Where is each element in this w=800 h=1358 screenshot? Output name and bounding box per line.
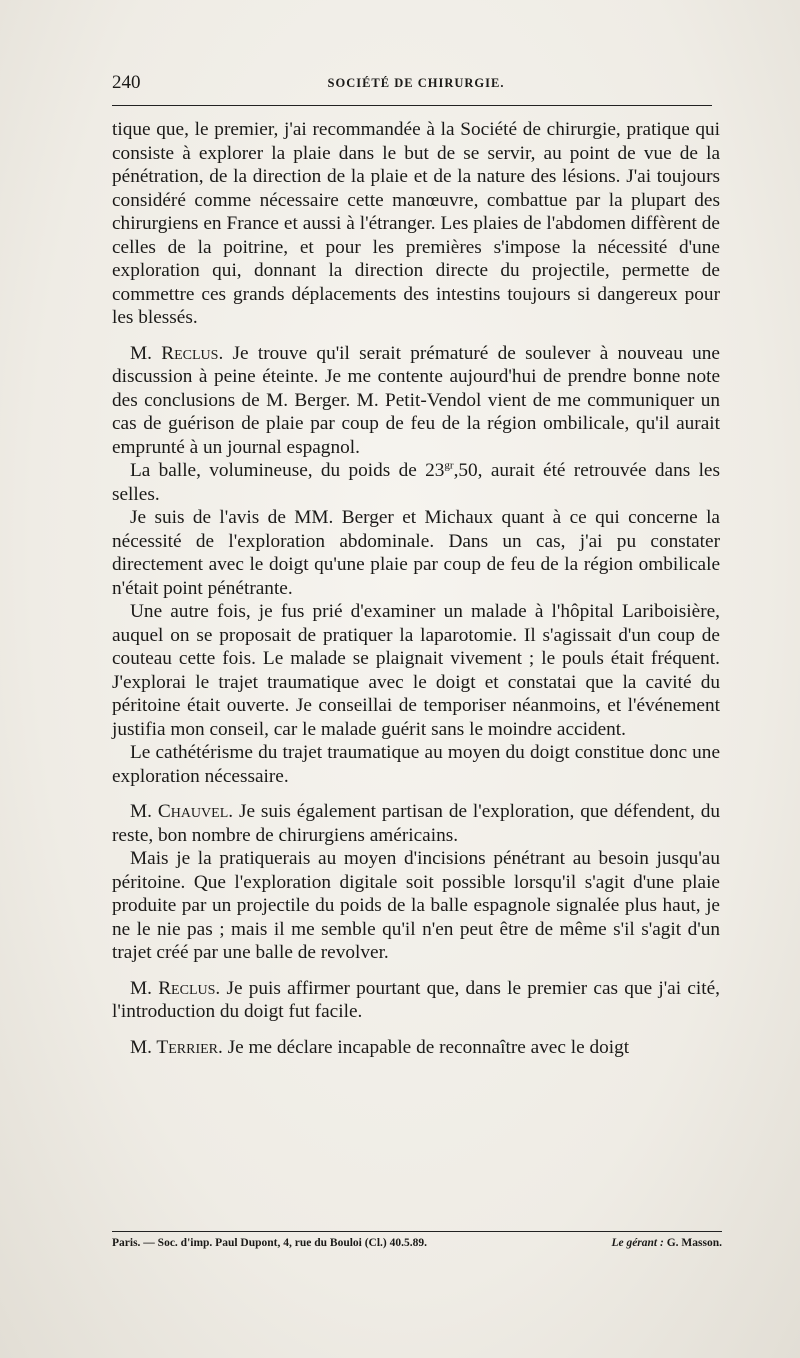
speaker-name: M. Reclus. — [130, 977, 221, 999]
paragraph-9 — [112, 977, 720, 1024]
paragraph-text: Je trouve qu'il serait prématuré de soulever à nouveau une discussion à peine éteinte. Je me contente aujourd'hui de prendre bonne note des conclusions de M. Berger. M. Petit-Vendol vient de me communiquer un cas de guérison de plaie par coup de feu de la région ombilicale, qu'il aurait emprunté à un journal espagnol. — [112, 342, 720, 458]
paragraph-8: Mais je la pratiquerais au moyen d'incisions pénétrant au besoin jusqu'au péritoine. Que l'exploration digitale soit possible lorsqu'il s'agit d'une plaie produite par un projectile du poids de la balle espagnole signalée plus haut, je ne le nie pas ; mais il me semble qu'il n'en peut être de même s'il s'agit d'un trajet créé par une balle de revolver. — [112, 848, 720, 963]
paragraph-5: Une autre fois, je fus prié d'examiner un malade à l'hôpital Lariboisière, auquel on se proposait de pratiquer la laparotomie. Il s'agissait d'un coup de couteau cette fois. Le malade se plaignait vivement ; le pouls était fréquent. J'explorai le trajet traumatique avec le doigt et constatai que la cavité du péritoine était ouverte. Je conseillai de temporiser néanmoins, et l'événement justifia mon conseil, car le malade guérit sans le moindre accident. — [112, 601, 720, 740]
running-title: SOCIÉTÉ DE CHIRURGIE. — [327, 76, 505, 90]
speaker-name: M. Chauvel. — [130, 801, 234, 822]
paragraph-text: Je puis affirmer pourtant que, dans le premier cas que j'ai cité, l'introduction du doigt fut facile. — [112, 977, 720, 1022]
paragraph-10 — [112, 1036, 720, 1060]
manager-name: G. Masson. — [666, 1237, 722, 1249]
paragraph-text: ,50, aurait été retrouvée dans les selles. — [112, 460, 720, 505]
paragraph-text: Je suis également partisan de l'exploration, que défendent, du reste, bon nombre de chirurgiens américains. — [112, 801, 720, 846]
paragraph-2 — [112, 342, 720, 460]
paragraph-3 — [112, 459, 720, 506]
footer-rule — [112, 1231, 722, 1232]
paragraph-1: tique que, le premier, j'ai recommandée à la Société de chirurgie, pratique qui consiste à explorer la plaie dans le but de se servir, au point de vue de la pénétration, de la direction de la plaie et de la nature des lésions. J'ai toujours considéré comme nécessaire cette manœuvre, combattue par la plupart des chirurgiens en France et aussi à l'étranger. Les plaies de l'abdomen diffèrent de celles de la poitrine, et pour les premières s'impose la nécessité d'une exploration qui, donnant la direction directe du projectile, permette de commettre ces grands déplacements des intestins toujours si dangereux pour les blessés. — [112, 119, 720, 328]
page-header — [112, 70, 720, 104]
paragraph-4: Je suis de l'avis de MM. Berger et Michaux quant à ce qui concerne la nécessité de l'exploration abdominale. Dans un cas, j'ai pu constater directement avec le doigt qu'une plaie par coup de feu de la région ombilicale n'était point pénétrante. — [112, 507, 720, 599]
speaker-name: M. Terrier. — [130, 1036, 223, 1058]
paragraph-6: Le cathétérisme du trajet traumatique au moyen du doigt constitue donc une exploration nécessaire. — [112, 742, 720, 787]
unit-superscript: gr — [444, 459, 454, 472]
body-text — [112, 118, 720, 1059]
paragraph-text: Je me déclare incapable de reconnaître avec le doigt — [222, 1036, 630, 1058]
manager-label: Le gérant : — [611, 1237, 664, 1249]
paragraph-7 — [112, 800, 720, 847]
page-number: 240 — [112, 72, 141, 93]
paragraph-text: La balle, volumineuse, du poids de 23 — [130, 460, 445, 481]
manager-credit — [611, 1237, 722, 1249]
speaker-name: M. Reclus. — [130, 342, 224, 364]
header-rule — [112, 105, 712, 106]
printer-imprint: Paris. — Soc. d'imp. Paul Dupont, 4, rue du Bouloi (Cl.) 40.5.89. — [112, 1237, 428, 1249]
